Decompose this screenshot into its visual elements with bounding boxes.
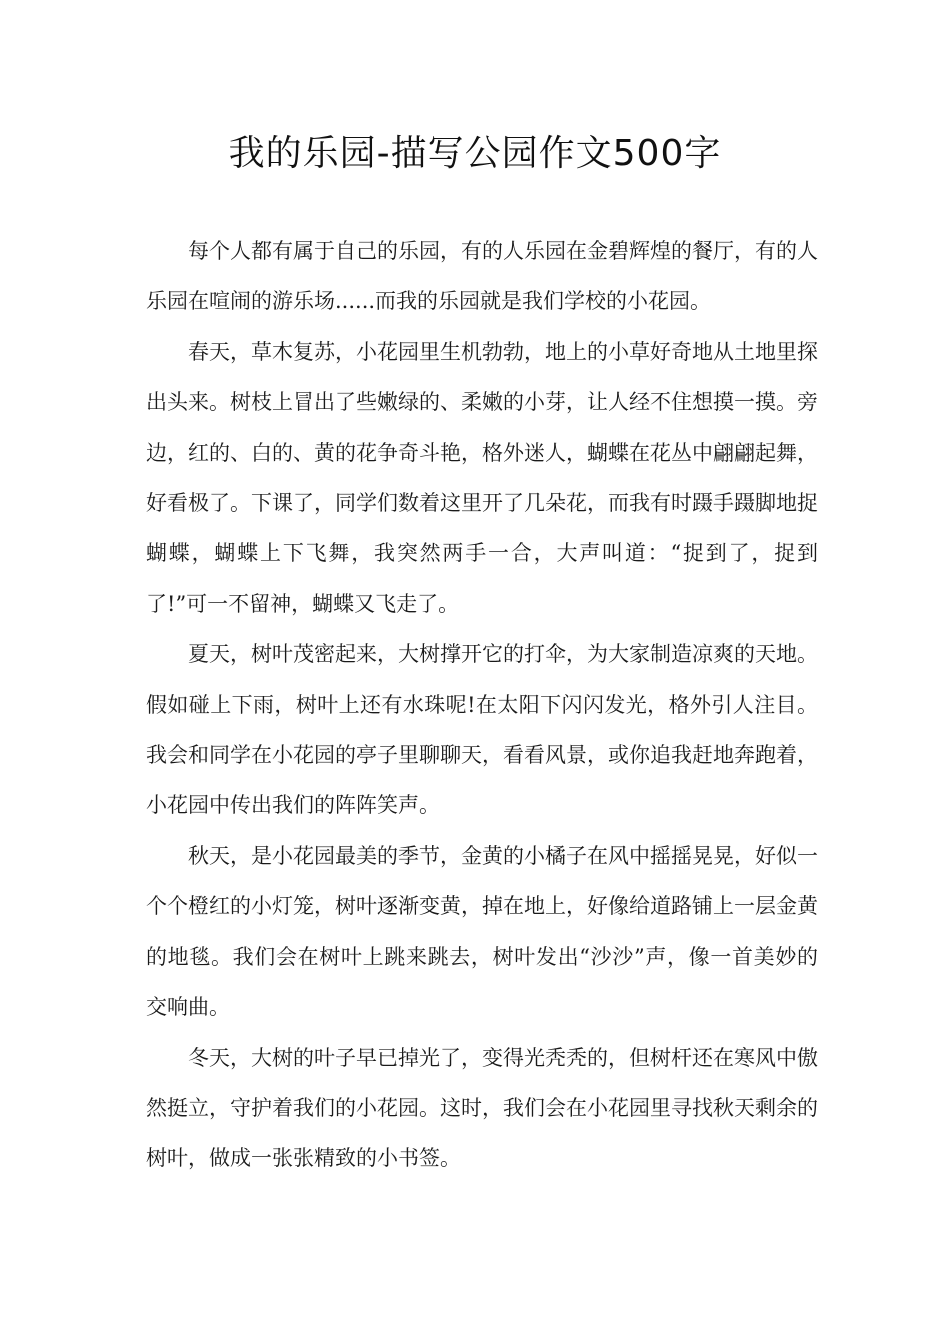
paragraph-winter: 冬天，大树的叶子早已掉光了，变得光秃秃的，但树杆还在寒风中傲然挺立，守护着我们的小花园。这时，我们会在小花园里寻找秋天剩余的树叶，做成一张张精致的小书签。 xyxy=(146,1045,818,1171)
paragraph-intro: 每个人都有属于自己的乐园，有的人乐园在金碧辉煌的餐厅，有的人乐园在喧闹的游乐场......而我的乐园就是我们学校的小花园。 xyxy=(146,239,818,314)
paragraph-autumn: 秋天，是小花园最美的季节，金黄的小橘子在风中摇摇晃晃，好似一个个橙红的小灯笼，树叶逐渐变黄，掉在地上，好像给道路铺上一层金黄的地毯。我们会在树叶上跳来跳去，树叶发出“沙沙”声，像一首美妙的交响曲。 xyxy=(146,843,818,1020)
document-title: 我的乐园-描写公园作文500字 xyxy=(228,133,722,174)
paragraph-spring: 春天，草木复苏，小花园里生机勃勃，地上的小草好奇地从土地里探出头来。树枝上冒出了些嫩绿的、柔嫩的小芽，让人经不住想摸一摸。旁边，红的、白的、黄的花争奇斗艳，格外迷人，蝴蝶在花丛中翩翩起舞，好看极了。下课了，同学们数着这里开了几朵花，而我有时蹑手蹑脚地捉蝴蝶，蝴蝶上下飞舞，我突然两手一合，大声叫道：“捉到了，捉到了!”可一不留神，蝴蝶又飞走了。 xyxy=(146,339,818,616)
paragraph-summer: 夏天，树叶茂密起来，大树撑开它的打伞，为大家制造凉爽的天地。假如碰上下雨，树叶上还有水珠呢!在太阳下闪闪发光，格外引人注目。我会和同学在小花园的亭子里聊聊天，看看风景，或你追我赶地奔跑着，小花园中传出我们的阵阵笑声。 xyxy=(146,642,818,818)
document-body xyxy=(146,226,818,1184)
